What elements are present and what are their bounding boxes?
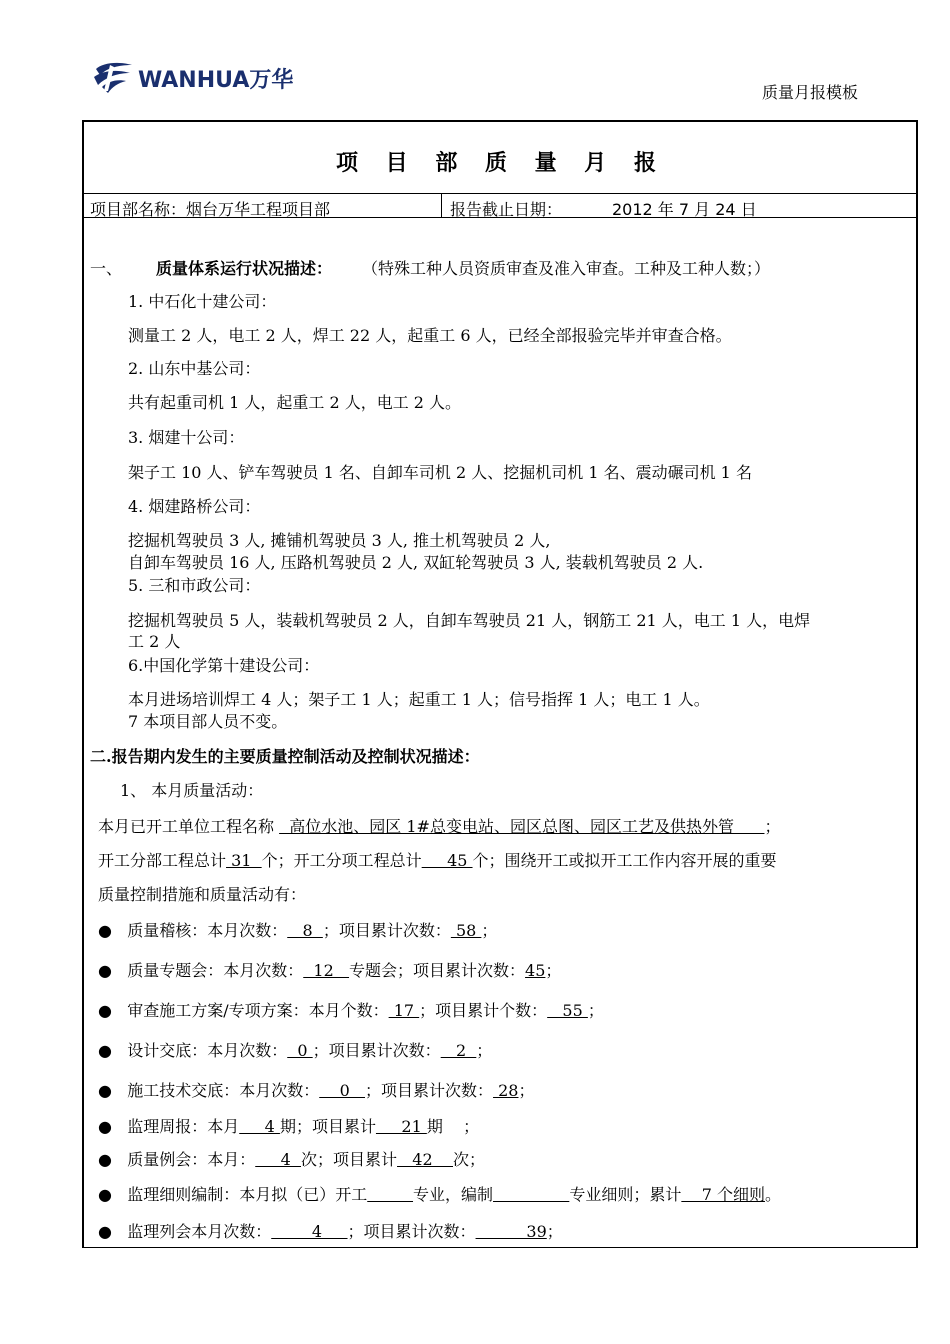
item-line: 本月进场培训焊工 4 人；架子工 1 人；起重工 1 人；信号指挥 1 人；电工 1 人。 — [128, 690, 710, 709]
item-line: 自卸车驾驶员 16 人, 压路机驾驶员 2 人, 双缸轮驾驶员 3 人, 装载机驾驶员 2 人. — [128, 553, 704, 572]
item-line: 共有起重司机 1 人，起重工 2 人，电工 2 人。 — [128, 393, 462, 412]
info-bottom-divider — [84, 217, 918, 218]
bullet-item: ● 质量专题会：本月次数： 12 专题会；项目累计次数：45； — [98, 961, 562, 980]
item-line: 工 2 人 — [128, 632, 181, 651]
measures-intro: 质量控制措施和质量活动有： — [98, 885, 307, 904]
bullet-item: ● 审查施工方案/专项方案：本月个数： 17 ；项目累计个数： 55 ； — [98, 1001, 604, 1020]
item-title: 3. 烟建十公司： — [128, 428, 245, 447]
bullet-item: ● 设计交底：本月次数： 0 ；项目累计次数： 2 ； — [98, 1041, 493, 1060]
item-title: 2. 山东中基公司： — [128, 359, 261, 378]
subdivision-count-line: 开工分部工程总计 31 个；开工分项工程总计 45 个；围绕开工或拟开工工作内容开展的重要 — [98, 851, 777, 870]
item-line: 测量工 2 人，电工 2 人，焊工 22 人，起重工 6 人，已经全部报验完毕并审查合格。 — [128, 326, 732, 345]
item-line: 挖掘机驾驶员 3 人, 摊铺机驾驶员 3 人, 推土机驾驶员 2 人, — [128, 531, 551, 550]
item-title: 5. 三和市政公司： — [128, 576, 261, 595]
section1-note: （特殊工种人员资质审查及准入审查。工种及工种人数；） — [362, 259, 771, 278]
item-title: 4. 烟建路桥公司： — [128, 497, 261, 516]
info-divider — [441, 193, 442, 217]
doc-label: 质量月报模板 — [761, 83, 858, 102]
bullet-item: ● 质量稽核：本月次数： 8 ；项目累计次数： 58 ； — [98, 921, 498, 940]
item-line: 架子工 10 人、铲车驾驶员 1 名、自卸车司机 2 人、挖掘机司机 1 名、震动碾司机 1 名 — [128, 463, 752, 482]
project-name: 项目部名称：烟台万华工程项目部 — [90, 200, 331, 219]
wanhua-logo — [92, 58, 293, 98]
report-date-value: 2012 年 7 月 24 日 — [612, 200, 757, 219]
item-line: 7 本项目部人员不变。 — [128, 712, 288, 731]
section1-heading: 质量体系运行状况描述： — [156, 259, 333, 278]
section1-num: 一、 — [90, 259, 123, 278]
bullet-item: ● 质量例会：本月： 4 次；项目累计 42 次； — [98, 1150, 486, 1169]
section2-subheading: 1、 本月质量活动： — [120, 781, 264, 800]
bullet-item: ● 监理细则编制：本月拟（已）开工 专业，编制 专业细则；累计 7 个细则。 — [98, 1185, 781, 1204]
item-title: 6.中国化学第十建设公司： — [128, 656, 320, 675]
report-date-label: 报告截止日期： — [450, 200, 563, 219]
bullet-item: ● 监理周报：本月 4 期；项目累计 21 期 ； — [98, 1117, 480, 1136]
report-title: 项 目 部 质 量 月 报 — [336, 150, 666, 176]
item-line: 挖掘机驾驶员 5 人，装载机驾驶员 2 人，自卸车驾驶员 21 人，钢筋工 21 人，电工 1 人，电焊 — [128, 611, 811, 630]
bullet-item: ● 施工技术交底：本月次数： 0 ；项目累计次数： 28； — [98, 1081, 535, 1100]
started-units-line: 本月已开工单位工程名称 高位水池、园区 1#总变电站、园区总图、园区工艺及供热外管 ； — [98, 817, 781, 836]
bullet-item: ● 监理列会本月次数： 4 ；项目累计次数： 39； — [98, 1222, 563, 1241]
title-divider — [84, 193, 918, 194]
item-title: 1. 中石化十建公司： — [128, 292, 277, 311]
logo-text: WANHUA万华 — [138, 67, 294, 93]
section2-heading: 二.报告期内发生的主要质量控制活动及控制状况描述： — [90, 747, 480, 766]
wanhua-logo-icon — [92, 61, 134, 95]
